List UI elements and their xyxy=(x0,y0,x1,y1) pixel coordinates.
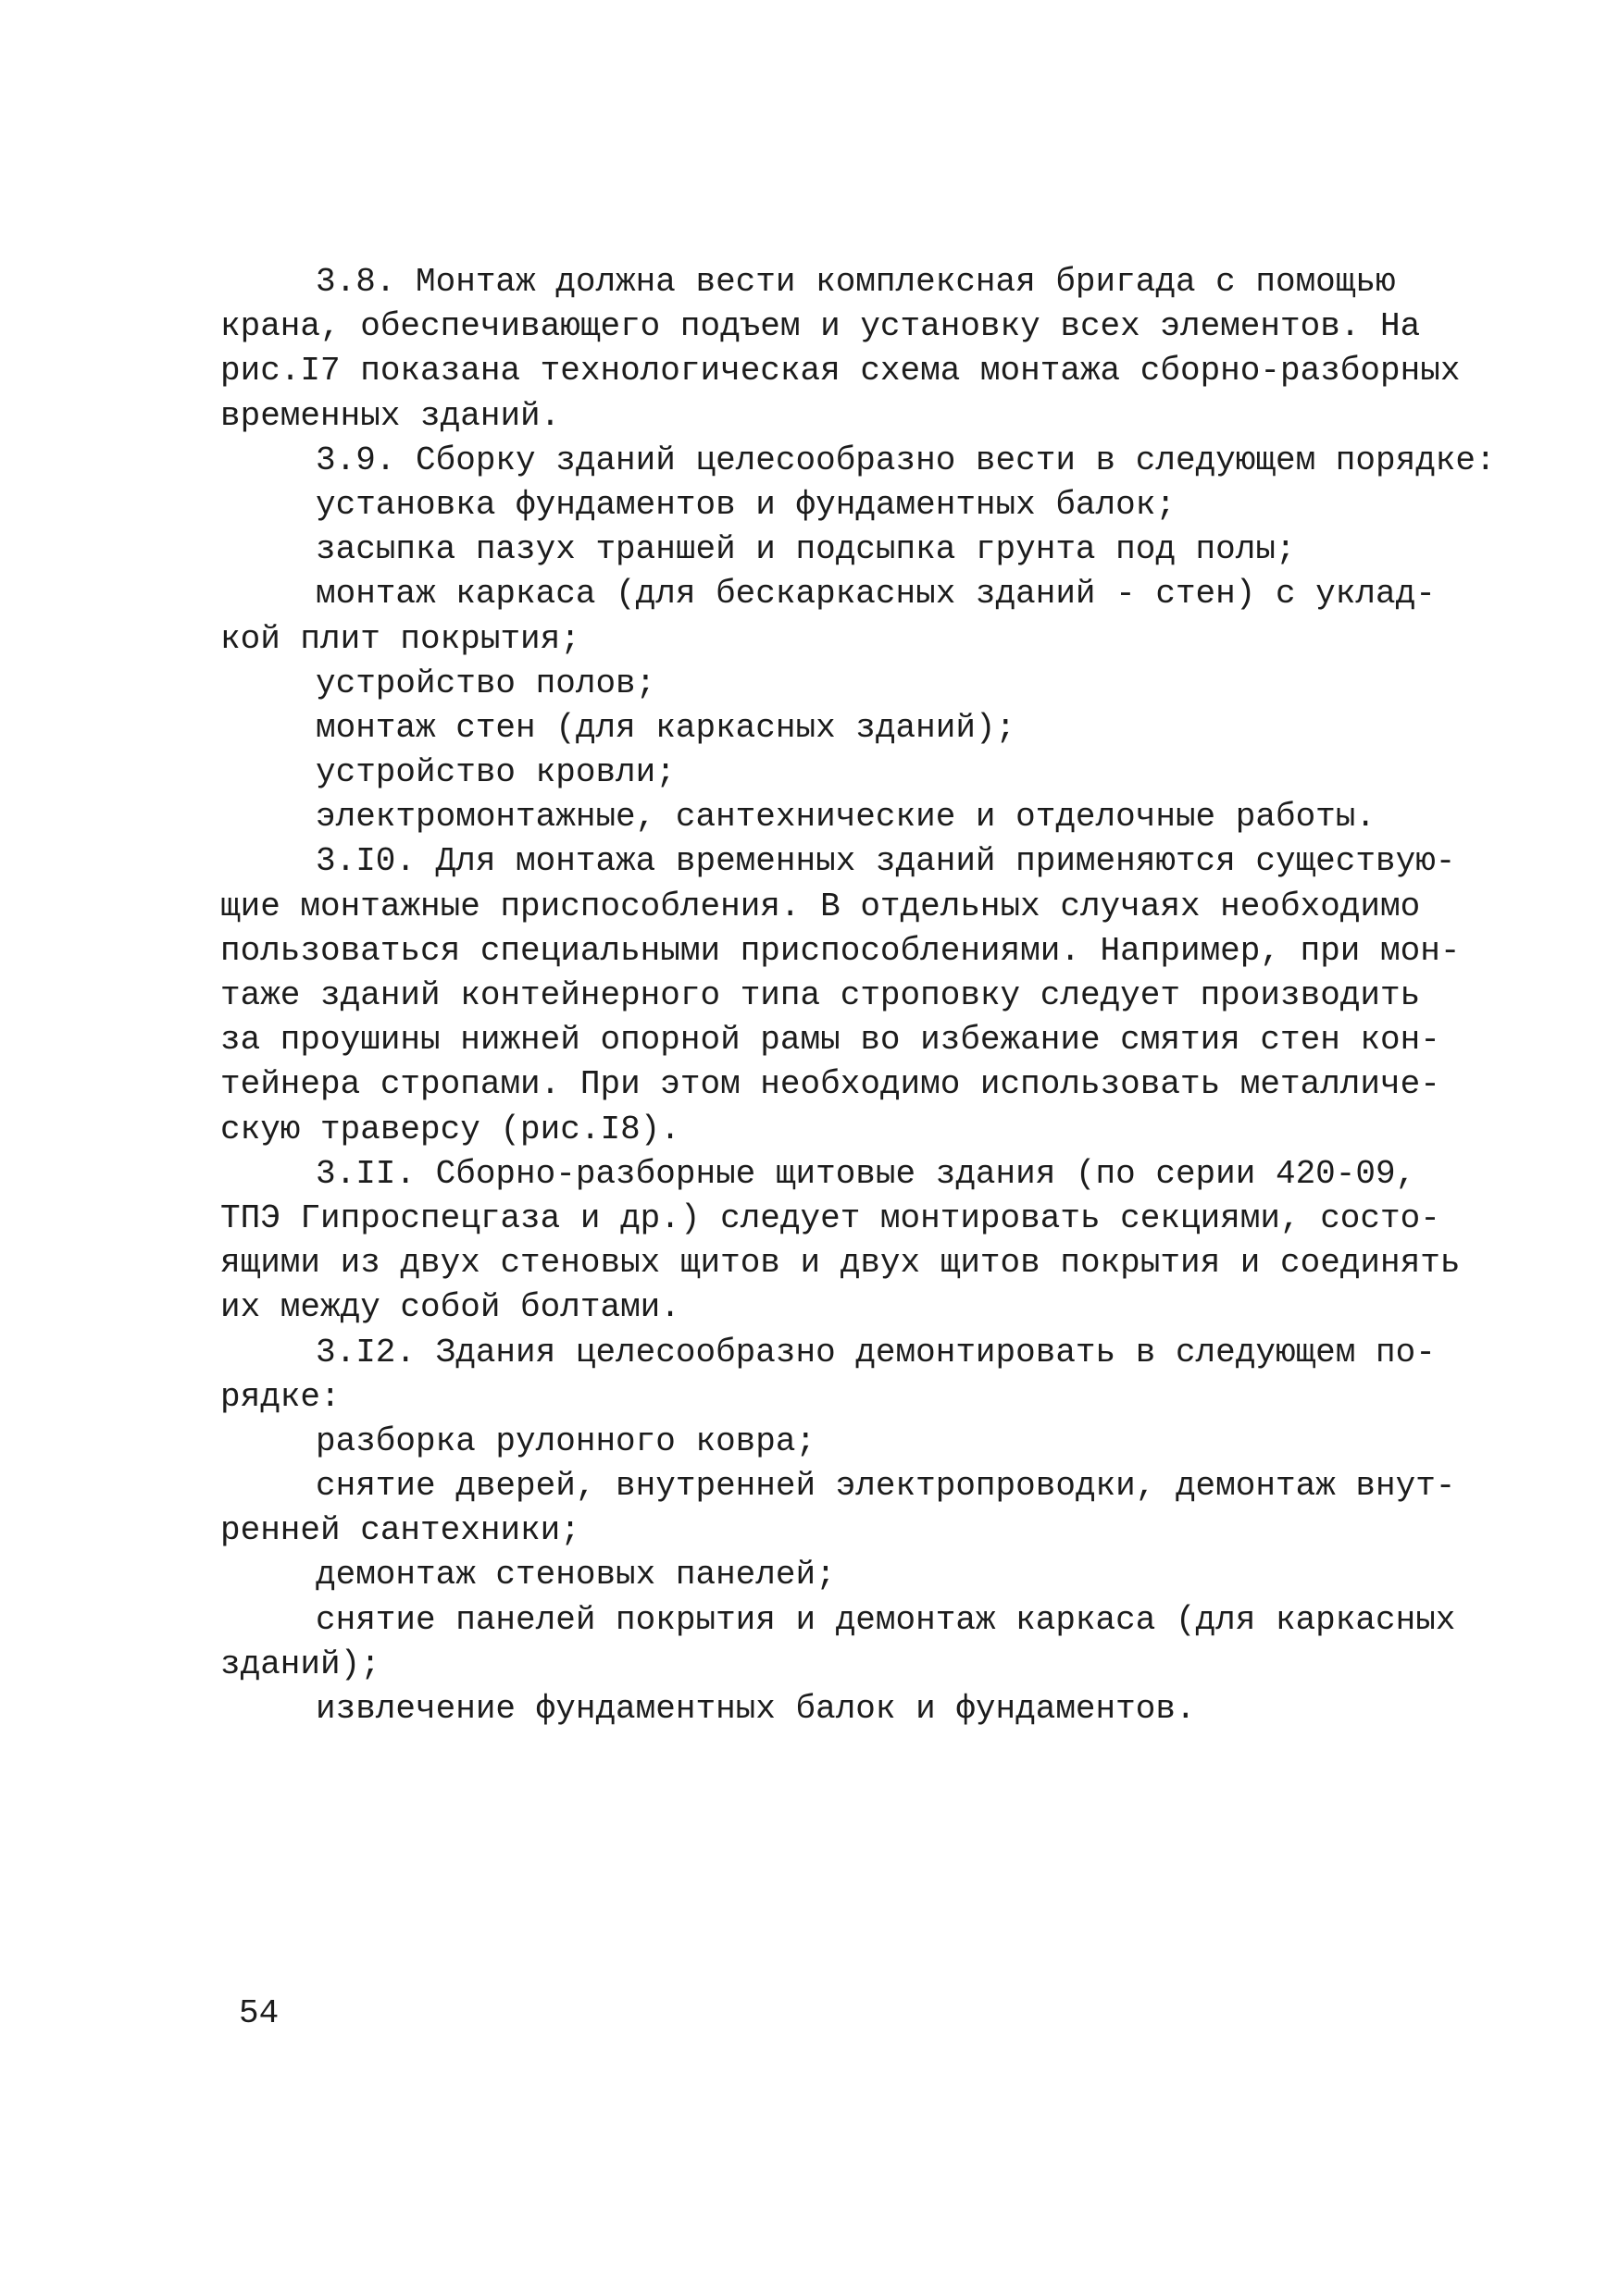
text-line: 3.9. Сборку зданий целесообразно вести в следующем порядке: xyxy=(316,441,1496,479)
text-line: рис.I7 показана технологическая схема монтажа сборно-разборных xyxy=(220,352,1461,391)
text-line: монтаж стен (для каркасных зданий); xyxy=(316,708,1016,747)
text-line: скую траверсу (рис.I8). xyxy=(220,1110,680,1148)
text-line: снятие дверей, внутренней электропроводки, демонтаж внут- xyxy=(316,1467,1456,1506)
text-line: извлечение фундаментных балок и фундаментов. xyxy=(316,1690,1196,1728)
text-line: зданий); xyxy=(220,1644,380,1683)
text-line: их между собой болтами. xyxy=(220,1288,680,1327)
text-line: тейнера стропами. При этом необходимо использовать металличе- xyxy=(220,1065,1440,1104)
text-line: установка фундаментов и фундаментных балок; xyxy=(316,485,1176,524)
text-line: разборка рулонного ковра; xyxy=(316,1421,816,1460)
text-line: монтаж каркаса (для бескаркасных зданий - стен) с уклад- xyxy=(316,575,1436,614)
text-line: щие монтажные приспособления. В отдельных случаях необходимо xyxy=(220,887,1421,925)
text-line: кой плит покрытия; xyxy=(220,619,580,658)
text-line: 3.8. Монтаж должна вести комплексная бригада с помощью xyxy=(316,263,1396,301)
text-line: ренней сантехники; xyxy=(220,1511,580,1550)
text-line: крана, обеспечивающего подъем и установку всех элементов. На xyxy=(220,307,1421,346)
text-line: временных зданий. xyxy=(220,396,561,435)
text-line: устройство кровли; xyxy=(316,753,676,792)
text-line: за проушины нижней опорной рамы во избежание смятия стен кон- xyxy=(220,1021,1440,1060)
text-line: 3.I2. Здания целесообразно демонтировать в следующем по- xyxy=(316,1333,1436,1371)
text-line: 3.I0. Для монтажа временных зданий применяются существую- xyxy=(316,842,1456,881)
text-line: электромонтажные, сантехнические и отделочные работы. xyxy=(316,798,1376,837)
text-line: засыпка пазух траншей и подсыпка грунта под полы; xyxy=(316,530,1296,569)
text-line: рядке: xyxy=(220,1377,341,1416)
page-number: 54 xyxy=(239,1994,280,2032)
text-line: демонтаж стеновых панелей; xyxy=(316,1556,836,1595)
text-line: ящими из двух стеновых щитов и двух щитов покрытия и соединять xyxy=(220,1244,1461,1283)
text-line: снятие панелей покрытия и демонтаж каркаса (для каркасных xyxy=(316,1600,1456,1639)
text-line: таже зданий контейнерного типа строповку следует производить xyxy=(220,976,1421,1014)
text-line: пользоваться специальными приспособлениями. Например, при мон- xyxy=(220,931,1461,970)
body-text xyxy=(220,260,1496,1731)
text-line: ТПЭ Гипроспецгаза и др.) следует монтировать секциями, состо- xyxy=(220,1198,1440,1237)
text-line: устройство полов; xyxy=(316,664,656,702)
text-line: 3.II. Сборно-разборные щитовые здания (по серии 420-09, xyxy=(316,1154,1416,1193)
